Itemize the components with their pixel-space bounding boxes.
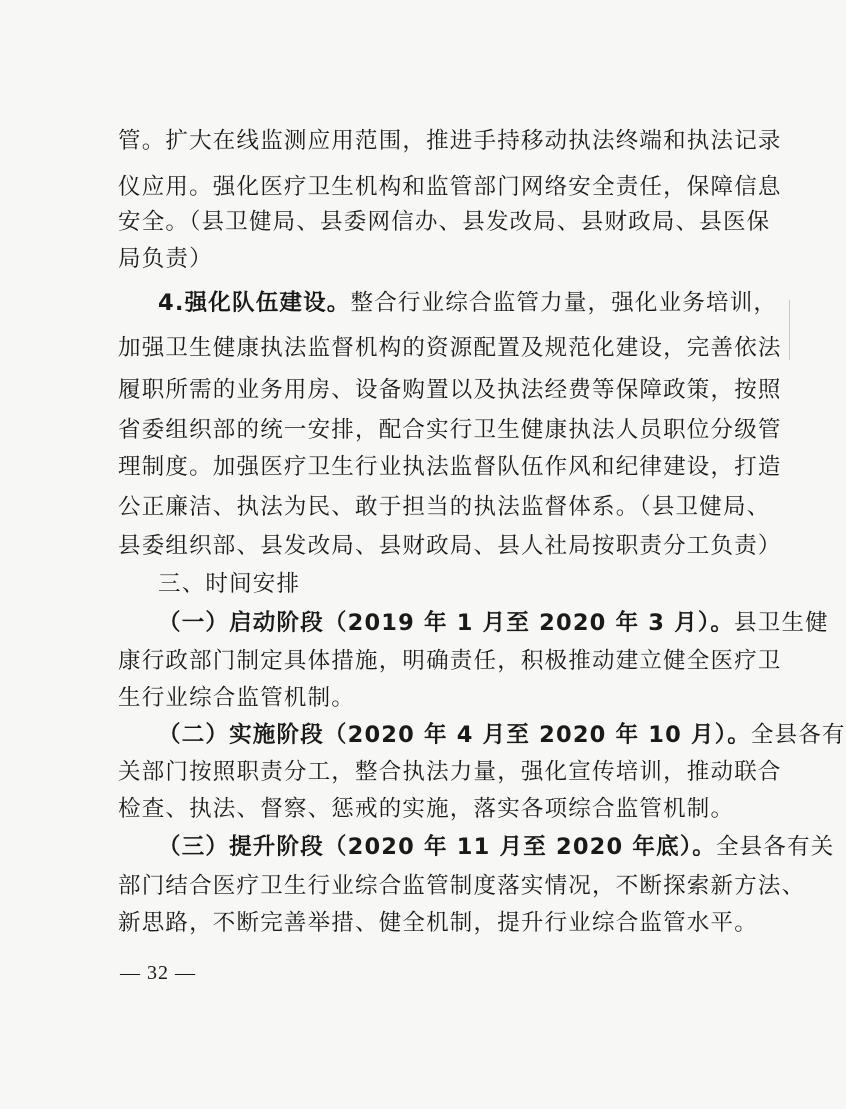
line-5-text: 整合行业综合监管力量，强化业务培训，	[350, 290, 778, 316]
line-11-text: 县委组织部、县发改局、县财政局、县人社局按职责分工负责）	[118, 533, 782, 559]
text-line-6	[118, 333, 782, 363]
line-20-text: 部门结合医疗卫生行业综合监管制度落实情况，不断探索新方法、	[118, 873, 806, 899]
text-line-9	[118, 452, 782, 482]
scan-edge-mark	[789, 300, 790, 360]
line-21-text: 新思路，不断完善举措、健全机制，提升行业综合监管水平。	[118, 910, 758, 936]
text-line-7	[118, 375, 782, 405]
text-line-17	[118, 757, 782, 787]
line-16-bold: （二）实施阶段（2020 年 4 月至 2020 年 10 月）。	[158, 722, 751, 748]
text-line-2	[118, 172, 782, 202]
text-line-10	[118, 492, 770, 522]
text-line-4	[118, 244, 213, 274]
line-7-text: 履职所需的业务用房、设备购置以及执法经费等保障政策，按照	[118, 377, 782, 403]
text-line-11	[118, 531, 782, 561]
text-line-18	[118, 794, 734, 824]
line-16-text: 全县各有	[750, 722, 846, 748]
line-2-text: 仪应用。强化医疗卫生机构和监管部门网络安全责任，保障信息	[118, 174, 782, 200]
line-19-bold: （三）提升阶段（2020 年 11 月至 2020 年底）。	[158, 834, 716, 860]
line-15-text: 生行业综合监管机制。	[118, 685, 356, 711]
text-line-14	[118, 646, 782, 676]
text-line-19	[158, 832, 835, 862]
page-number: — 32 —	[120, 962, 196, 984]
line-6-text: 加强卫生健康执法监督机构的资源配置及规范化建设，完善依法	[118, 335, 782, 361]
line-3-text: 安全。（县卫健局、县委网信办、县发改局、县财政局、县医保	[118, 209, 771, 235]
line-10-text: 公正廉洁、执法为民、敢于担当的执法监督体系。（县卫健局、	[118, 494, 771, 520]
line-5-bold: 4.强化队伍建设。	[158, 290, 351, 316]
line-8-text: 省委组织部的统一安排，配合实行卫生健康执法人员职位分级管	[118, 417, 782, 443]
line-18-text: 检查、执法、督察、惩戒的实施，落实各项综合监管机制。	[118, 796, 735, 822]
text-line-5	[158, 288, 777, 318]
line-4-text: 局负责）	[118, 246, 213, 272]
line-1-text: 管。扩大在线监测应用范围，推进手持移动执法终端和执法记录	[118, 128, 782, 154]
section-heading-schedule	[158, 569, 300, 599]
text-line-3	[118, 207, 770, 237]
text-line-1	[118, 126, 782, 156]
line-12-text: 三、时间安排	[158, 571, 301, 597]
line-17-text: 关部门按照职责分工，整合执法力量，强化宣传培训，推动联合	[118, 759, 782, 785]
text-line-20	[118, 871, 805, 901]
text-line-15	[118, 683, 355, 713]
line-19-text: 全县各有关	[715, 834, 835, 860]
text-line-21	[118, 908, 758, 938]
line-9-text: 理制度。加强医疗卫生行业执法监督队伍作风和纪律建设，打造	[118, 454, 782, 480]
text-line-13	[158, 608, 829, 638]
text-line-8	[118, 415, 782, 445]
line-13-bold: （一）启动阶段（2019 年 1 月至 2020 年 3 月）。	[158, 610, 735, 636]
line-14-text: 康行政部门制定具体措施，明确责任，积极推动建立健全医疗卫	[118, 648, 782, 674]
line-13-text: 县卫生健	[734, 610, 829, 636]
text-line-16	[158, 720, 846, 750]
